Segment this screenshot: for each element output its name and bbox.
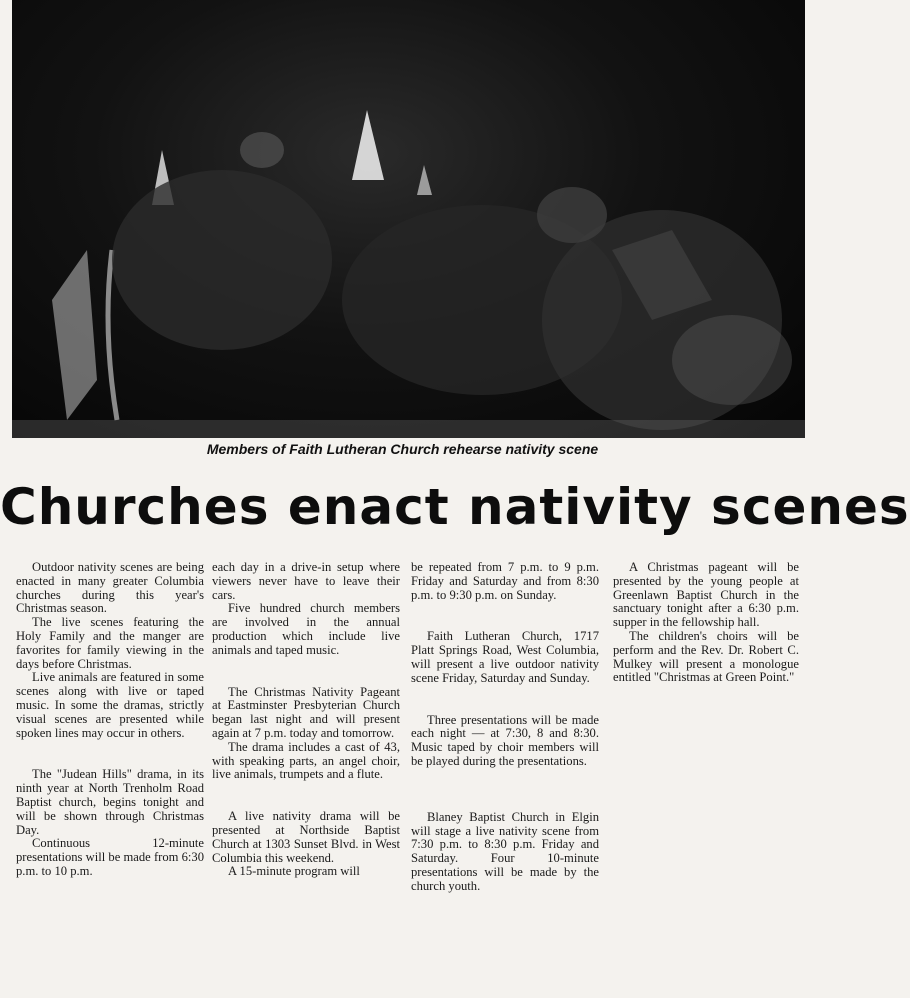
- paragraph: A 15-minute program will: [228, 864, 360, 879]
- paragraph: Outdoor nativity scenes are being enacted in many greater Columbia churches during this year's Christmas season.: [16, 560, 204, 616]
- paragraph: be repeated from 7 p.m. to 9 p.m. Friday and Saturday and from 8:30 p.m. to 9:30 p.m. on Sunday.: [411, 560, 599, 602]
- paragraph: Faith Lutheran Church, 1717 Platt Springs Road, West Columbia, will present a live outdoor nativity scene Friday, Saturday and Sunday.: [411, 629, 599, 685]
- paragraph: Live animals are featured in some scenes along with live or taped music. In some the dramas, strictly visual scenes are presented while spoken lines may occur in others.: [16, 670, 204, 740]
- paragraph: The children's choirs will be perform and the Rev. Dr. Robert C. Mulkey will present a monologue entitled "Christmas at Green Point.": [613, 628, 799, 685]
- paragraph: The Christmas Nativity Pageant at Eastminster Presbyterian Church began last night and will present again at 7 p.m. today and tomorrow.: [212, 684, 400, 740]
- article-column-3: [411, 561, 599, 894]
- article-column-2: [212, 561, 400, 879]
- article-headline: Churches enact nativity scenes: [0, 478, 910, 536]
- paragraph: Three presentations will be made each night — at 7:30, 8 and 8:30. Music taped by choir members will be played during the presentations.: [411, 712, 599, 768]
- paragraph: The live scenes featuring the Holy Family and the manger are favorites for family viewing in the days before Christmas.: [16, 615, 204, 671]
- paragraph: The "Judean Hills" drama, in its ninth year at North Trenholm Road Baptist church, begins tonight and will be shown through Christmas Day.: [16, 767, 204, 837]
- paragraph: A Christmas pageant will be presented by the young people at Greenlawn Baptist Church in the sanctuary tonight after a 6:30 p.m. supper in the fellowship hall.: [613, 560, 799, 630]
- photo-caption: Members of Faith Lutheran Church rehearse nativity scene: [206, 441, 599, 457]
- paragraph: Blaney Baptist Church in Elgin will stage a live nativity scene from 7:30 p.m. to 8:30 p.m. Friday and Saturday. Four 10-minute presentations will be made by the church youth.: [411, 809, 599, 893]
- paragraph: each day in a drive-in setup where viewers never have to leave their cars.: [212, 560, 400, 602]
- nativity-photo-figures: [12, 0, 805, 438]
- paragraph: Five hundred church members are involved in the annual production which include live animals and taped music.: [212, 601, 400, 657]
- article-column-4: [613, 561, 799, 685]
- paragraph: A live nativity drama will be presented at Northside Baptist Church at 1303 Sunset Blvd. in West Columbia this weekend.: [212, 809, 400, 865]
- nativity-photo: [12, 0, 805, 438]
- paragraph: Continuous 12-minute presentations will be made from 6:30 p.m. to 10 p.m.: [16, 836, 204, 878]
- article-column-1: [16, 561, 204, 879]
- paragraph: The drama includes a cast of 43, with speaking parts, an angel choir, live animals, trumpets and a flute.: [212, 739, 400, 782]
